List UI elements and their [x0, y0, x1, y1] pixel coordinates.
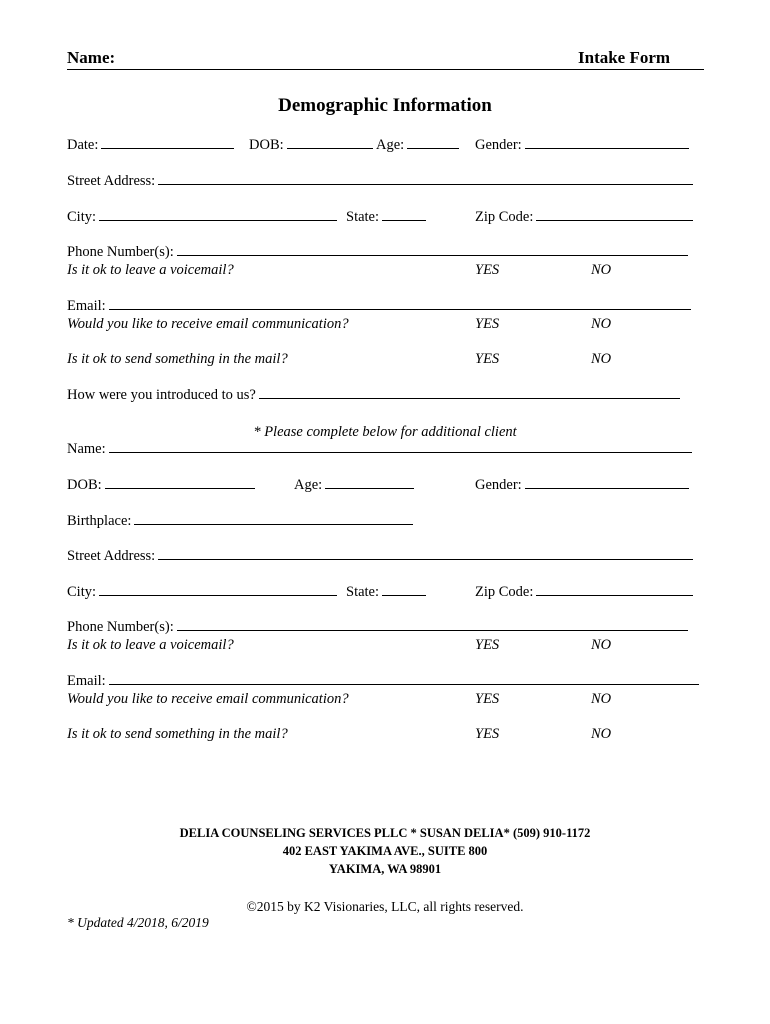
footer-address-line: 402 EAST YAKIMA AVE., SUITE 800: [282, 844, 488, 858]
city-blank[interactable]: [99, 219, 337, 221]
email-field[interactable]: [67, 297, 691, 315]
street-field[interactable]: [67, 172, 693, 190]
additional-street-field[interactable]: [67, 547, 693, 565]
email-label: Email:: [67, 298, 106, 314]
footer-copyright: ©2015 by K2 Visionaries, LLC, all rights reserved.: [246, 899, 524, 914]
voicemail-question: Is it ok to leave a voicemail?: [67, 262, 234, 278]
age-blank[interactable]: [407, 147, 459, 149]
header-rule: [67, 69, 704, 70]
header-name-label: Name:: [67, 48, 116, 67]
footer-updated-note: * Updated 4/2018, 6/2019: [67, 915, 209, 930]
additional-gender-label: Gender:: [475, 477, 522, 493]
dob-field[interactable]: [249, 136, 373, 154]
additional-mail-yes[interactable]: YES: [475, 726, 500, 742]
email-no[interactable]: NO: [591, 316, 612, 332]
mail-question: Is it ok to send something in the mail?: [67, 351, 288, 367]
additional-street-blank[interactable]: [158, 558, 693, 560]
additional-dob-label: DOB:: [67, 477, 102, 493]
additional-gender-field[interactable]: [475, 476, 689, 494]
date-field[interactable]: [67, 136, 234, 154]
dob-label: DOB:: [249, 137, 284, 153]
form-title: Intake Form: [578, 48, 671, 67]
additional-state-field[interactable]: [346, 583, 426, 601]
additional-voicemail-no[interactable]: NO: [591, 637, 612, 653]
additional-client-note: * Please complete below for additional client: [253, 424, 517, 440]
additional-name-field[interactable]: [67, 440, 692, 458]
additional-mail-question: Is it ok to send something in the mail?: [67, 726, 288, 742]
mail-yes[interactable]: YES: [475, 351, 500, 367]
city-label: City:: [67, 209, 97, 225]
introduced-blank[interactable]: [259, 397, 680, 399]
age-field[interactable]: [376, 136, 459, 154]
additional-zip-blank[interactable]: [536, 594, 693, 596]
additional-gender-blank[interactable]: [525, 487, 689, 489]
phone-blank[interactable]: [177, 254, 688, 256]
additional-birthplace-field[interactable]: [67, 512, 413, 530]
additional-dob-field[interactable]: [67, 476, 255, 494]
additional-state-blank[interactable]: [382, 594, 426, 596]
street-blank[interactable]: [158, 183, 693, 185]
additional-email-field[interactable]: [67, 672, 699, 690]
introduced-field[interactable]: [67, 386, 680, 404]
additional-email-blank[interactable]: [109, 683, 699, 685]
additional-email-communication-question: Would you like to receive email communication?: [67, 691, 349, 707]
additional-age-field[interactable]: [294, 476, 414, 494]
additional-zip-label: Zip Code:: [475, 584, 534, 600]
additional-city-blank[interactable]: [99, 594, 337, 596]
additional-name-label: Name:: [67, 441, 106, 457]
additional-dob-blank[interactable]: [105, 487, 255, 489]
gender-field[interactable]: [475, 136, 689, 154]
zip-blank[interactable]: [536, 219, 693, 221]
additional-city-field[interactable]: [67, 583, 337, 601]
footer-company-line: DELIA COUNSELING SERVICES PLLC * SUSAN DELIA* (509) 910-1172: [179, 826, 591, 840]
email-communication-question: Would you like to receive email communication?: [67, 316, 349, 332]
email-blank[interactable]: [109, 308, 691, 310]
dob-blank[interactable]: [287, 147, 373, 149]
footer-city-line: YAKIMA, WA 98901: [328, 862, 442, 876]
additional-age-blank[interactable]: [325, 487, 414, 489]
additional-phone-field[interactable]: [67, 618, 688, 636]
additional-voicemail-yes[interactable]: YES: [475, 637, 500, 653]
additional-email-no[interactable]: NO: [591, 691, 612, 707]
phone-label: Phone Number(s):: [67, 244, 174, 260]
phone-field[interactable]: [67, 243, 688, 261]
additional-email-label: Email:: [67, 673, 106, 689]
state-blank[interactable]: [382, 219, 426, 221]
city-field[interactable]: [67, 208, 337, 226]
state-label: State:: [346, 209, 380, 225]
email-yes[interactable]: YES: [475, 316, 500, 332]
date-blank[interactable]: [101, 147, 234, 149]
date-label: Date:: [67, 137, 99, 153]
additional-state-label: State:: [346, 584, 380, 600]
additional-street-label: Street Address:: [67, 548, 156, 564]
additional-mail-no[interactable]: NO: [591, 726, 612, 742]
mail-no[interactable]: NO: [591, 351, 612, 367]
state-field[interactable]: [346, 208, 426, 226]
additional-name-blank[interactable]: [109, 451, 692, 453]
voicemail-no[interactable]: NO: [591, 262, 612, 278]
age-label: Age:: [376, 137, 405, 153]
additional-phone-label: Phone Number(s):: [67, 619, 174, 635]
additional-phone-blank[interactable]: [177, 629, 688, 631]
additional-birthplace-blank[interactable]: [134, 523, 413, 525]
additional-voicemail-question: Is it ok to leave a voicemail?: [67, 637, 234, 653]
gender-blank[interactable]: [525, 147, 689, 149]
section-title: Demographic Information: [278, 95, 492, 116]
additional-email-yes[interactable]: YES: [475, 691, 500, 707]
street-label: Street Address:: [67, 173, 156, 189]
additional-age-label: Age:: [294, 477, 323, 493]
introduced-label: How were you introduced to us?: [67, 387, 256, 403]
additional-city-label: City:: [67, 584, 97, 600]
voicemail-yes[interactable]: YES: [475, 262, 500, 278]
gender-label: Gender:: [475, 137, 522, 153]
zip-label: Zip Code:: [475, 209, 534, 225]
additional-zip-field[interactable]: [475, 583, 693, 601]
zip-field[interactable]: [475, 208, 693, 226]
additional-birthplace-label: Birthplace:: [67, 513, 132, 529]
